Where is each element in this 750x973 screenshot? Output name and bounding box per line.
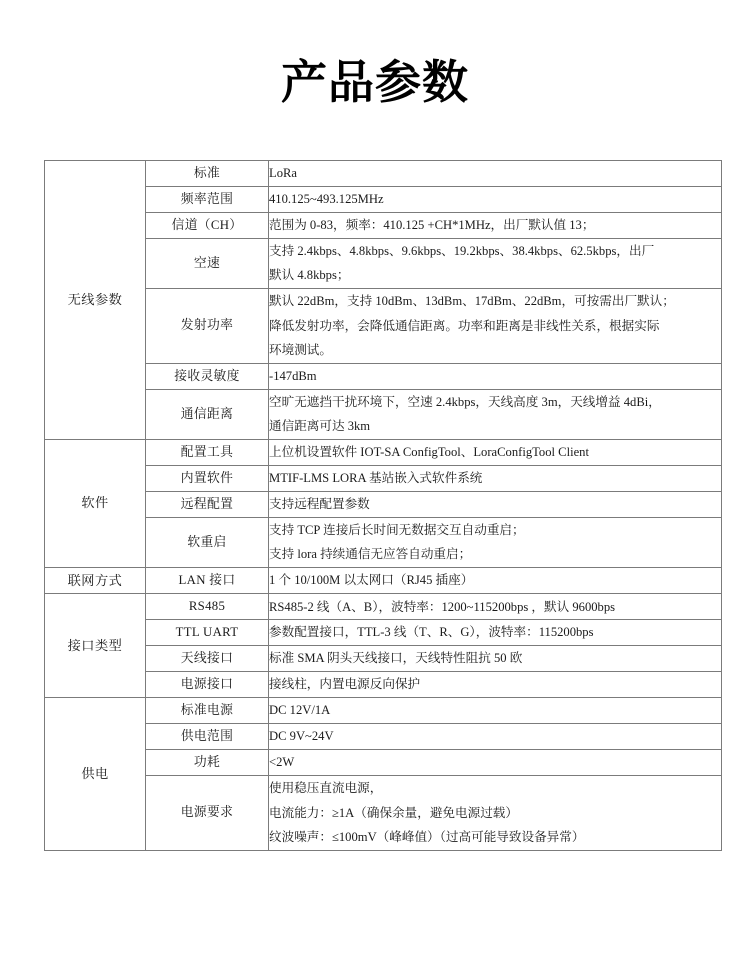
spec-table-body — [45, 161, 722, 851]
value-line: 空旷无遮挡干扰环境下，空速 2.4kbps，天线高度 3m，天线增益 4dBi， — [269, 394, 661, 409]
parameter-name-cell: RS485 — [146, 594, 269, 620]
parameter-value-cell — [269, 238, 722, 288]
table-row — [45, 439, 722, 465]
value-line: 参数配置接口，TTL-3 线（T、R、G），波特率：115200bps — [269, 625, 594, 640]
table-row — [45, 389, 722, 439]
value-line: RS485-2 线（A、B），波特率：1200~115200bps ，默认 9600bps — [269, 599, 616, 614]
parameter-value-cell — [269, 698, 722, 724]
value-line: 支持 TCP 连接后长时间无数据交互自动重启； — [269, 522, 525, 537]
spec-table-container — [44, 160, 721, 851]
value-line: 支持 lora 持续通信无应答自动重启； — [269, 547, 472, 562]
value-line: 环境测试。 — [269, 343, 332, 358]
parameter-value-cell — [269, 594, 722, 620]
parameter-value-cell — [269, 646, 722, 672]
value-line: -147dBm — [269, 368, 317, 383]
table-row — [45, 491, 722, 517]
value-line: 范围为 0-83，频率：410.125 +CH*1MHz，出厂默认值 13； — [269, 218, 595, 233]
table-row — [45, 776, 722, 851]
table-row — [45, 517, 722, 567]
group-label-cell: 无线参数 — [45, 161, 146, 440]
value-line: 使用稳压直流电源， — [269, 781, 383, 795]
table-row — [45, 672, 722, 698]
table-row — [45, 363, 722, 389]
group-label-cell: 供电 — [45, 698, 146, 851]
value-line: LoRa — [269, 166, 297, 181]
table-row — [45, 567, 722, 594]
table-row — [45, 238, 722, 288]
parameter-value-cell — [269, 567, 722, 594]
table-row — [45, 750, 722, 776]
value-line: 1 个 10/100M 以太网口（RJ45 插座） — [269, 573, 474, 588]
parameter-value-cell — [269, 620, 722, 646]
page-title: 产品参数 — [281, 56, 469, 108]
value-line: 标准 SMA 阴头天线接口，天线特性阻抗 50 欧 — [269, 651, 523, 666]
parameter-value-cell — [269, 186, 722, 212]
parameter-name-cell: LAN 接口 — [146, 567, 269, 594]
parameter-value-cell — [269, 288, 722, 363]
parameter-value-cell — [269, 776, 722, 851]
group-label-cell: 软件 — [45, 439, 146, 567]
parameter-name-cell: 频率范围 — [146, 186, 269, 212]
specification-table — [44, 160, 722, 851]
table-row — [45, 288, 722, 363]
value-line: DC 12V/1A — [269, 703, 331, 718]
parameter-name-cell: TTL UART — [146, 620, 269, 646]
parameter-name-cell: 电源接口 — [146, 672, 269, 698]
value-line: 支持 2.4kbps、4.8kbps、9.6kbps、19.2kbps、38.4kbps、62.5kbps，出厂 — [269, 243, 655, 258]
parameter-name-cell: 功耗 — [146, 750, 269, 776]
parameter-value-cell — [269, 724, 722, 750]
value-line: 上位机设置软件 IOT-SA ConfigTool、LoraConfigTool Client — [269, 444, 589, 459]
parameter-name-cell: 内置软件 — [146, 465, 269, 491]
value-line: 默认 4.8kbps； — [269, 268, 350, 283]
value-line: 纹波噪声：≤100mV（峰峰值）（过高可能导致设备异常） — [269, 830, 585, 845]
value-line: <2W — [269, 755, 295, 770]
parameter-name-cell: 通信距离 — [146, 389, 269, 439]
parameter-value-cell — [269, 363, 722, 389]
value-line: 默认 22dBm，支持 10dBm、13dBm、17dBm、22dBm，可按需出厂默认； — [269, 293, 675, 308]
parameter-value-cell — [269, 672, 722, 698]
value-line: DC 9V~24V — [269, 729, 334, 744]
parameter-name-cell: 空速 — [146, 238, 269, 288]
table-row — [45, 161, 722, 187]
value-line: 通信距离可达 3km — [269, 419, 371, 434]
table-row — [45, 646, 722, 672]
table-row — [45, 724, 722, 750]
parameter-name-cell: 配置工具 — [146, 439, 269, 465]
parameter-name-cell: 标准电源 — [146, 698, 269, 724]
parameter-name-cell: 信道（CH） — [146, 212, 269, 238]
parameter-name-cell: 发射功率 — [146, 288, 269, 363]
value-line: 接线柱，内置电源反向保护 — [269, 677, 421, 692]
parameter-value-cell — [269, 517, 722, 567]
table-row — [45, 620, 722, 646]
table-row — [45, 212, 722, 238]
table-row — [45, 186, 722, 212]
group-label-cell: 联网方式 — [45, 567, 146, 594]
parameter-value-cell — [269, 491, 722, 517]
table-row — [45, 465, 722, 491]
parameter-name-cell: 标准 — [146, 161, 269, 187]
table-row — [45, 594, 722, 620]
value-line: 支持远程配置参数 — [269, 496, 370, 511]
value-line: 电流能力：≥1A（确保余量，避免电源过载） — [269, 805, 518, 820]
parameter-value-cell — [269, 389, 722, 439]
parameter-value-cell — [269, 161, 722, 187]
parameter-name-cell: 供电范围 — [146, 724, 269, 750]
parameter-value-cell — [269, 439, 722, 465]
parameter-name-cell: 电源要求 — [146, 776, 269, 851]
parameter-value-cell — [269, 465, 722, 491]
parameter-name-cell: 软重启 — [146, 517, 269, 567]
value-line: MTIF-LMS LORA 基站嵌入式软件系统 — [269, 470, 483, 485]
parameter-value-cell — [269, 750, 722, 776]
value-line: 410.125~493.125MHz — [269, 192, 384, 207]
parameter-name-cell: 天线接口 — [146, 646, 269, 672]
parameter-name-cell: 接收灵敏度 — [146, 363, 269, 389]
group-label-cell: 接口类型 — [45, 594, 146, 698]
parameter-name-cell: 远程配置 — [146, 491, 269, 517]
table-row — [45, 698, 722, 724]
parameter-value-cell — [269, 212, 722, 238]
value-line: 降低发射功率，会降低通信距离。功率和距离是非线性关系，根据实际 — [269, 318, 660, 333]
